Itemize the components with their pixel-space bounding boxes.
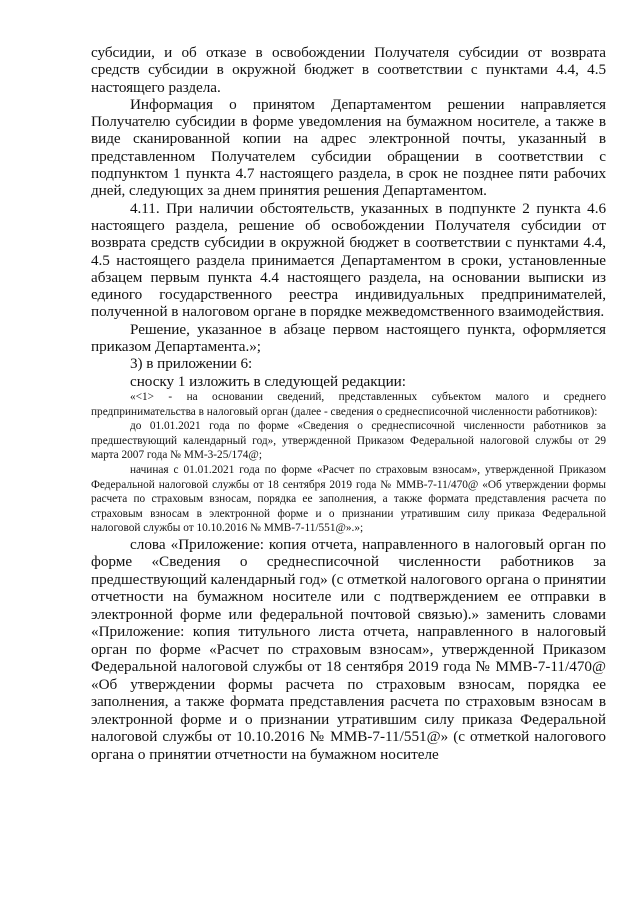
paragraph-replace-words: слова «Приложение: копия отчета, направленного в налоговый орган по форме «Сведения о среднесписочной численности работников за предшествующий календарный год» (с отметкой налогового органа о принятии отчетности на бумажном носителе или с подтверждением ее отправки в электронной форме или федеральной почтовой связью).» заменить словами «Приложение: копия титульного листа отчета, направленного в налоговый орган по форме «Расчет по страховым взносам», утвержденной Приказом Федеральной налоговой службы от 18 сентября 2019 года № ММВ-7-11/470@ «Об утверждении формы расчета по страховым взносам, порядка ее заполнения, а также формата представления расчета по страховым взносам в электронной форме и о признании утратившим силу приказа Федеральной налоговой службы от 10.10.2016 № ММВ-7-11/551@» (с отметкой налогового органа о принятии отчетности на бумажном носителе: [91, 535, 606, 763]
paragraph-appendix-6: 3) в приложении 6:: [130, 355, 253, 373]
paragraph-information-notice: Информация о принятом Департаментом решении направляется Получателю субсидии в форме уведомления на бумажном носителе, а также в виде сканированной копии на адрес электронной почты, указанный в представленном Получателем субсидии обращении в соответствии с подпунктом 1 пункта 4.7 настоящего раздела, в срок не позднее пяти рабочих дней, следующих за днем принятия решения Департаментом.: [91, 95, 606, 200]
footnote-1-until-2021: до 01.01.2021 года по форме «Сведения о среднесписочной численности работников за предшествующий календарный год», утвержденной Приказом Федеральной налоговой службы от 29 марта 2007 года № ММ-3-25/174@;: [91, 420, 606, 462]
paragraph-footnote-intro: сноску 1 изложить в следующей редакции:: [130, 372, 406, 390]
document-page: [91, 44, 606, 763]
paragraph-continuation: субсидии, и об отказе в освобождении Получателя субсидии от возврата средств субсидии в окружной бюджет в соответствии с пунктами 4.4, 4.5 настоящего раздела.: [91, 44, 606, 96]
paragraph-4-11: 4.11. При наличии обстоятельств, указанных в подпункте 2 пункта 4.6 настоящего раздела, решение об освобождении Получателя субсидии от возврата средств субсидии в окружной бюджет в соответствии с пунктами 4.4, 4.5 настоящего раздела принимается Департаментом в сроки, установленные абзацем первым пункта 4.4 настоящего раздела, на основании выписки из единого государственного реестра индивидуальных предпринимателей, полученной в налоговом органе в порядке межведомственного взаимодействия.: [91, 199, 606, 321]
footnote-1-text: «<1> - на основании сведений, представленных субъектом малого и среднего предпринимательства в налоговый орган (далее - сведения о среднесписочной численности работников):: [91, 390, 606, 418]
paragraph-decision-order: Решение, указанное в абзаце первом настоящего пункта, оформляется приказом Департамента.»;: [91, 320, 606, 356]
footnote-1-from-2021: начиная с 01.01.2021 года по форме «Расчет по страховым взносам», утвержденной Приказом Федеральной налоговой службы от 18 сентября 2019 года № ММВ-7-11/470@ «Об утверждении формы расчета по страховым взносам, порядка ее заполнения, а также формата представления расчета по страховым взносам в электронной форме и о признании утратившим силу приказа Федеральной налоговой службы от 10.10.2016 № ММВ-7-11/551@».»;: [91, 463, 606, 535]
